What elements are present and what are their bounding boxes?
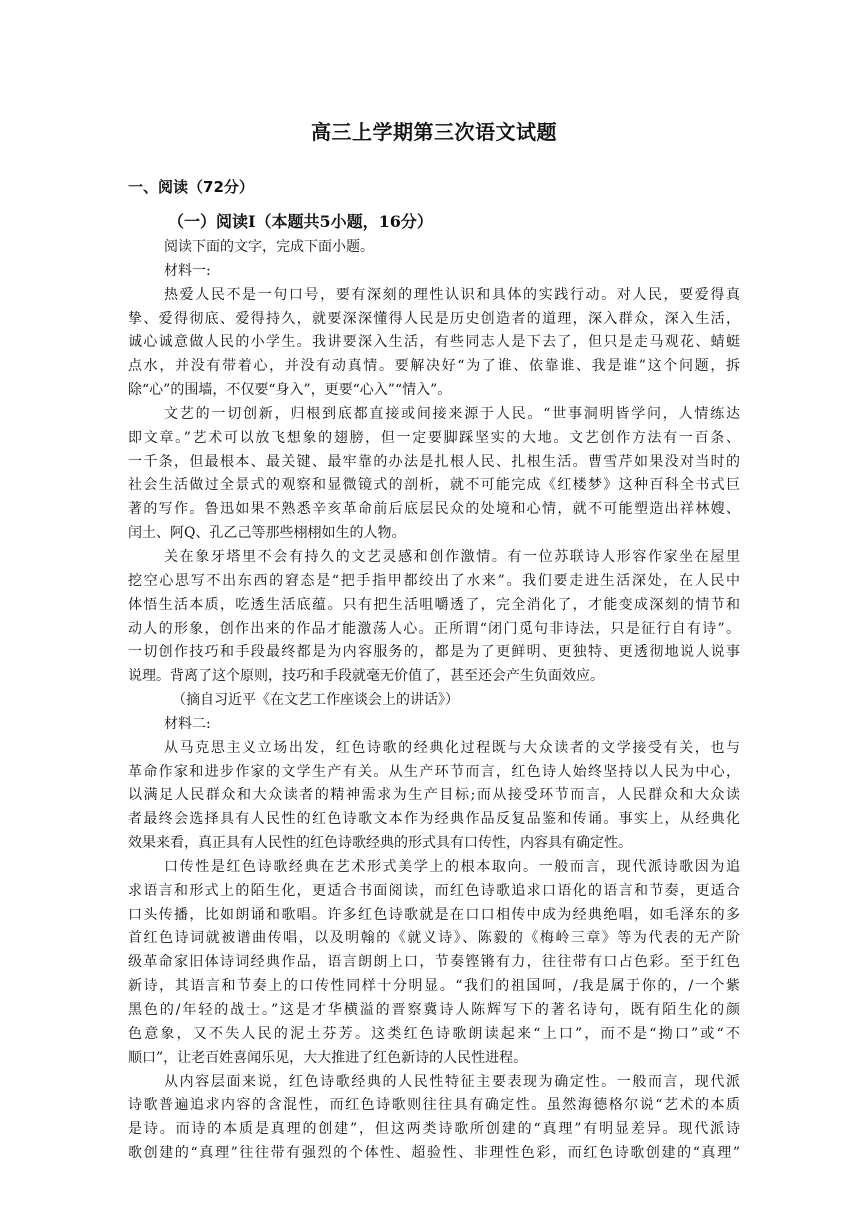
passage-line: 体悟生活本质，吃透生活底蕴。只有把生活咀嚼透了，完全消化了，才能变成深刻的情节和 (128, 596, 740, 613)
passage-line: 是诗。而诗的本质是真理的创建”，但这两类诗歌所创建的“真理”有明显差异。现代派诗 (128, 1121, 740, 1138)
passage-line: 关在象牙塔里不会有持久的文艺灵感和创作激情。有一位苏联诗人形容作家坐在屋里 (164, 548, 740, 565)
passage-line: 诚心诚意做人民的小学生。我讲要深入生活，有些同志人是下去了，但只是走马观花、蜻蜓 (128, 334, 740, 351)
passage-line: 著的写作。鲁迅如果不熟悉辛亥革命前后底层民众的处境和心情，就不可能塑造出祥林嫂、 (128, 501, 740, 518)
passage-line: 者最终会选择具有人民性的红色诗歌文本作为经典作品反复品鉴和传诵。事实上，从经典化 (128, 811, 740, 828)
passage-line: 阅读下面的文字，完成下面小题。 (164, 239, 374, 255)
passage-line: 动人的形象，创作出来的作品才能激荡人心。正所谓“闭门觅句非诗法，只是征行自有诗”。 (128, 620, 740, 637)
passage-line: 口头传播，比如朗诵和歌唱。许多红色诗歌就是在口口相传中成为经典绝唱，如毛泽东的多 (128, 906, 740, 923)
passage-line: 从内容层面来说，红色诗歌经典的人民性特征主要表现为确定性。一般而言，现代派 (164, 1073, 740, 1090)
section-heading: 一、阅读（72分） (128, 178, 254, 196)
passage-line: 效果来看，真正具有人民性的红色诗歌经典的形式具有口传性，内容具有确定性。 (128, 835, 632, 852)
passage-body (128, 236, 740, 1166)
passage-line: 挚、爱得彻底、爱得持久，就要深深懂得人民是历史创造者的道理，深入群众，深入生活， (128, 310, 740, 327)
passage-line: 顺口”，让老百姓喜闻乐见，大大推进了红色新诗的人民性进程。 (128, 1049, 528, 1066)
passage-line: （摘自习近平《在文艺工作座谈会上的讲话》） (172, 692, 459, 709)
passage-line: 说理。背离了这个原则，技巧和手段就毫无价值了，甚至还会产生负面效应。 (128, 668, 604, 685)
passage-line: 口传性是红色诗歌经典在艺术形式美学上的根本取向。一般而言，现代派诗歌因为追 (164, 858, 740, 875)
passage-line: 从马克思主义立场出发，红色诗歌的经典化过程既与大众读者的文学接受有关，也与 (164, 739, 740, 756)
passage-line: 热爱人民不是一句口号，要有深刻的理性认识和具体的实践行动。对人民，要爱得真 (164, 286, 740, 303)
passage-line: 点水，并没有带着心，并没有动真情。要解决好“为了谁、依靠谁、我是谁”这个问题，拆 (128, 358, 740, 375)
passage-line: 挖空心思写不出东西的窘态是“把手指甲都绞出了水来”。我们要走进生活深处，在人民中 (128, 572, 740, 589)
passage-line: 一千条，但最根本、最关键、最牢靠的办法是扎根人民、扎根生活。曹雪芹如果没对当时的 (128, 453, 740, 470)
subsection-heading: （一）阅读Ⅰ（本题共5小题，16分） (168, 212, 433, 231)
passage-line: 诗歌普遍追求内容的含混性，而红色诗歌则往往具有确定性。虽然海德格尔说“艺术的本质 (128, 1097, 740, 1114)
passage-line: 级革命家旧体诗词经典作品，语言朗朗上口，节奏铿锵有力，往往带有口占色彩。至于红色 (128, 954, 740, 971)
passage-line: 色意象，又不失人民的泥土芬芳。这类红色诗歌朗读起来“上口”，而不是“拗口”或“不 (128, 1025, 740, 1042)
passage-line: 除“心”的围墙，不仅要“身入”，更要“心入”“情入”。 (128, 382, 452, 399)
passage-line: 首红色诗词就被谱曲传唱，以及明翰的《就义诗》、陈毅的《梅岭三章》等为代表的无产阶 (128, 930, 740, 947)
document-title: 高三上学期第三次语文试题 (311, 120, 557, 144)
passage-line: 材料一: (164, 262, 211, 279)
passage-line: 歌创建的“真理”往往带有强烈的个体性、超验性、非理性色彩，而红色诗歌创建的“真理” (128, 1145, 740, 1162)
passage-line: 黑色的/年轻的战士。”这是才华横溢的晋察冀诗人陈辉写下的著名诗句，既有陌生化的颜 (128, 1002, 740, 1018)
passage-line: 文艺的一切创新，归根到底都直接或间接来源于人民。“世事洞明皆学问，人情练达 (164, 405, 740, 422)
passage-line: 一切创作技巧和手段最终都是为内容服务的，都是为了更鲜明、更独特、更透彻地说人说事 (128, 644, 740, 661)
passage-line: 革命作家和进步作家的文学生产有关。从生产环节而言，红色诗人始终坚持以人民为中心， (128, 763, 740, 780)
passage-line: 求语言和形式上的陌生化，更适合书面阅读，而红色诗歌追求口语化的语言和节奏，更适合 (128, 882, 740, 899)
passage-line: 以满足人民群众和大众读者的精神需求为生产目标;而从接受环节而言，人民群众和大众读 (128, 787, 740, 804)
passage-line: 材料二: (164, 715, 211, 732)
passage-line: 新诗，其语言和节奏上的口传性同样十分明显。“我们的祖国呵，/我是属于你的，/一个紫 (128, 978, 740, 995)
passage-line: 即文章。”艺术可以放飞想象的翅膀，但一定要脚踩坚实的大地。文艺创作方法有一百条、 (128, 429, 740, 446)
passage-line: 社会生活做过全景式的观察和显微镜式的剖析，就不可能完成《红楼梦》这种百科全书式巨 (128, 477, 740, 494)
passage-line: 闰土、阿Q、孔乙己等那些栩栩如生的人物。 (128, 525, 406, 542)
